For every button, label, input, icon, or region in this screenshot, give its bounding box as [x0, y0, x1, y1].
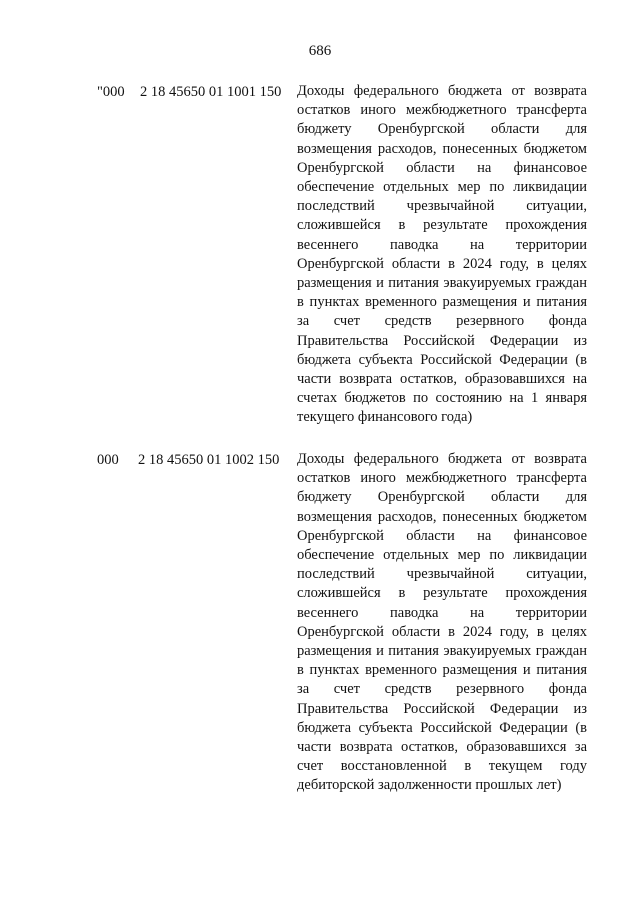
page-number: 686: [308, 43, 332, 59]
entry-admin-code: "000: [97, 84, 125, 100]
entry-admin-code: 000: [97, 452, 119, 468]
entry-classification-code: 2 18 45650 01 1002 150: [138, 452, 280, 468]
entry-description: Доходы федерального бюджета от возврата остатков иного межбюджетного трансферта бюджету Оренбургской области для возмещения расходов, понесенных бюджетом Оренбургской области на финансовое обеспечение отдельных мер по ликвидации последствий чрезвычайной ситуации, сложившейся в результате прохождения весеннего паводка на территории Оренбургской области в 2024 году, в целях размещения и питания эвакуируемых граждан в пунктах временного размещения и питания за счет средств резервного фонда Правительства Российской Федерации из бюджета субъекта Российской Федерации (в части возврата остатков, образовавшихся на счетах бюджетов по состоянию на 1 января текущего финансового года): [297, 83, 587, 426]
entry-classification-code: 2 18 45650 01 1001 150: [140, 84, 282, 100]
entry-description: Доходы федерального бюджета от возврата остатков иного межбюджетного трансферта бюджету Оренбургской области для возмещения расходов, понесенных бюджетом Оренбургской области на финансовое обеспечение отдельных мер по ликвидации последствий чрезвычайной ситуации, сложившейся в результате прохождения весеннего паводка на территории Оренбургской области в 2024 году, в целях размещения и питания эвакуируемых граждан в пунктах временного размещения и питания за счет средств резервного фонда Правительства Российской Федерации из бюджета субъекта Российской Федерации (в части возврата остатков, образовавшихся за счет восстановленной в текущем году дебиторской задолженности прошлых лет): [297, 451, 587, 794]
